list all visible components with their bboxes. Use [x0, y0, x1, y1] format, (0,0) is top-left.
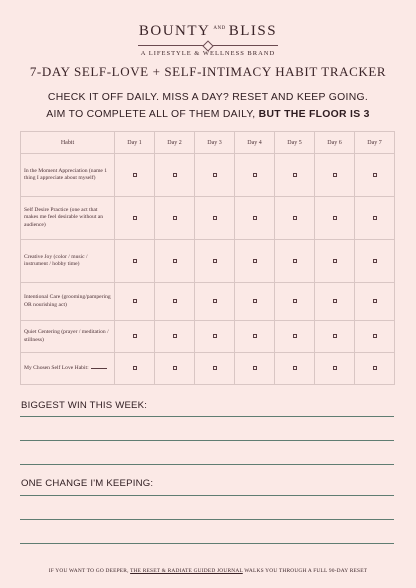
- habit-name: [21, 283, 115, 321]
- checkbox[interactable]: [333, 216, 337, 220]
- table-row: [21, 240, 395, 283]
- day-7-cell: [355, 240, 395, 283]
- brand-name-left: BOUNTY: [138, 23, 211, 39]
- column-header-day-4: Day 4: [235, 132, 275, 154]
- day-6-cell: [315, 353, 355, 385]
- day-2-cell: [155, 154, 195, 197]
- checkbox[interactable]: [333, 173, 337, 177]
- writing-line[interactable]: [20, 464, 394, 465]
- checkbox[interactable]: [253, 259, 257, 263]
- checkbox[interactable]: [293, 259, 297, 263]
- day-3-cell: [195, 240, 235, 283]
- day-1-cell: [115, 240, 155, 283]
- checkbox[interactable]: [173, 334, 177, 338]
- writing-line[interactable]: [20, 416, 394, 417]
- checkbox[interactable]: [173, 299, 177, 303]
- column-header-day-2: Day 2: [155, 132, 195, 154]
- checkbox[interactable]: [213, 299, 217, 303]
- column-header-day-6: Day 6: [315, 132, 355, 154]
- checkbox[interactable]: [253, 216, 257, 220]
- checkbox[interactable]: [373, 334, 377, 338]
- column-header-day-7: Day 7: [355, 132, 395, 154]
- day-3-cell: [195, 353, 235, 385]
- checkbox[interactable]: [293, 216, 297, 220]
- brand-name: [139, 23, 277, 40]
- day-5-cell: [275, 321, 315, 353]
- checkbox[interactable]: [213, 366, 217, 370]
- day-7-cell: [355, 353, 395, 385]
- checkbox[interactable]: [253, 173, 257, 177]
- day-2-cell: [155, 321, 195, 353]
- one-change-heading: ONE CHANGE I'M KEEPING:: [21, 478, 154, 489]
- day-2-cell: [155, 197, 195, 240]
- checkbox[interactable]: [253, 366, 257, 370]
- checkbox[interactable]: [173, 216, 177, 220]
- checkbox[interactable]: [213, 334, 217, 338]
- chosen-habit-blank[interactable]: [91, 368, 107, 369]
- day-7-cell: [355, 197, 395, 240]
- day-3-cell: [195, 283, 235, 321]
- day-7-cell: [355, 283, 395, 321]
- brand-divider: [138, 42, 278, 49]
- day-1-cell: [115, 154, 155, 197]
- habit-label: Creative Joy (color / music / instrument / hobby time): [24, 253, 88, 267]
- day-5-cell: [275, 197, 315, 240]
- checkbox[interactable]: [253, 334, 257, 338]
- checkbox[interactable]: [333, 299, 337, 303]
- footer-text-after: WALKS YOU THROUGH A FULL 90-DAY RESET: [244, 568, 368, 574]
- day-1-cell: [115, 197, 155, 240]
- brand-name-and: AND: [213, 26, 226, 31]
- biggest-win-heading: BIGGEST WIN THIS WEEK:: [21, 400, 148, 411]
- day-3-cell: [195, 321, 235, 353]
- checkbox[interactable]: [173, 173, 177, 177]
- day-3-cell: [195, 197, 235, 240]
- checkbox[interactable]: [213, 259, 217, 263]
- habit-label: In the Moment Appreciation (name 1 thing I appreciate about myself): [24, 167, 108, 181]
- checkbox[interactable]: [133, 173, 137, 177]
- checkbox[interactable]: [133, 259, 137, 263]
- day-7-cell: [355, 154, 395, 197]
- checkbox[interactable]: [213, 216, 217, 220]
- checkbox[interactable]: [293, 299, 297, 303]
- habit-label: My Chosen Self Love Habit:: [24, 364, 89, 371]
- table-row: [21, 321, 395, 353]
- table-row: [21, 353, 395, 385]
- checkbox[interactable]: [373, 366, 377, 370]
- writing-line[interactable]: [20, 495, 394, 496]
- habit-name: [21, 353, 115, 385]
- day-5-cell: [275, 154, 315, 197]
- footer-text-before: IF YOU WANT TO GO DEEPER,: [48, 568, 129, 574]
- day-1-cell: [115, 321, 155, 353]
- checkbox[interactable]: [293, 173, 297, 177]
- day-2-cell: [155, 283, 195, 321]
- day-4-cell: [235, 283, 275, 321]
- day-5-cell: [275, 240, 315, 283]
- day-6-cell: [315, 283, 355, 321]
- subtitle-instructions: CHECK IT OFF DAILY. MISS A DAY? RESET AND KEEP GOING.: [47, 92, 369, 103]
- habit-tracker-table: [20, 131, 395, 385]
- footer-promo: [0, 568, 416, 574]
- subtitle-goal-text: AIM TO COMPLETE ALL OF THEM DAILY,: [46, 109, 256, 120]
- checkbox[interactable]: [373, 173, 377, 177]
- page-title: 7-DAY SELF-LOVE + SELF-INTIMACY HABIT TRACKER: [29, 64, 387, 79]
- table-row: [21, 197, 395, 240]
- checkbox[interactable]: [373, 216, 377, 220]
- writing-line[interactable]: [20, 519, 394, 520]
- checkbox[interactable]: [253, 299, 257, 303]
- table-row: [21, 154, 395, 197]
- day-6-cell: [315, 197, 355, 240]
- day-4-cell: [235, 353, 275, 385]
- day-6-cell: [315, 154, 355, 197]
- day-5-cell: [275, 283, 315, 321]
- column-header-day-1: Day 1: [115, 132, 155, 154]
- checkbox[interactable]: [173, 366, 177, 370]
- day-6-cell: [315, 240, 355, 283]
- column-header-day-3: Day 3: [195, 132, 235, 154]
- checkbox[interactable]: [133, 366, 137, 370]
- checkbox[interactable]: [133, 216, 137, 220]
- writing-line[interactable]: [20, 543, 394, 544]
- habit-label: Intentional Care (grooming/pampering OR nourishing act): [24, 294, 111, 308]
- day-3-cell: [195, 154, 235, 197]
- table-row: [21, 283, 395, 321]
- checkbox[interactable]: [293, 334, 297, 338]
- day-4-cell: [235, 240, 275, 283]
- checkbox[interactable]: [213, 173, 217, 177]
- table-header-row: [21, 132, 395, 154]
- habit-label: Self Desire Practice (one act that makes me feel desirable without an audience): [24, 206, 104, 228]
- habit-name: [21, 240, 115, 283]
- checkbox[interactable]: [333, 334, 337, 338]
- subtitle-goal-emphasis: BUT THE FLOOR IS 3: [258, 109, 370, 120]
- day-1-cell: [115, 353, 155, 385]
- day-1-cell: [115, 283, 155, 321]
- column-header-habit: Habit: [21, 132, 115, 154]
- day-4-cell: [235, 154, 275, 197]
- checkbox[interactable]: [333, 366, 337, 370]
- day-6-cell: [315, 321, 355, 353]
- day-2-cell: [155, 353, 195, 385]
- day-7-cell: [355, 321, 395, 353]
- checkbox[interactable]: [133, 334, 137, 338]
- day-2-cell: [155, 240, 195, 283]
- day-4-cell: [235, 321, 275, 353]
- brand-tagline: A LIFESTYLE & WELLNESS BRAND: [140, 50, 276, 57]
- habit-label: Quiet Centering (prayer / meditation / stillness): [24, 329, 109, 343]
- day-5-cell: [275, 353, 315, 385]
- column-header-day-5: Day 5: [275, 132, 315, 154]
- checkbox[interactable]: [373, 259, 377, 263]
- subtitle-goal: [0, 109, 416, 120]
- day-4-cell: [235, 197, 275, 240]
- writing-line[interactable]: [20, 440, 394, 441]
- journal-link[interactable]: THE RESET & RADIATE GUIDED JOURNAL: [130, 568, 243, 574]
- habit-name: [21, 321, 115, 353]
- checkbox[interactable]: [373, 299, 377, 303]
- checkbox[interactable]: [333, 259, 337, 263]
- checkbox[interactable]: [173, 259, 177, 263]
- checkbox[interactable]: [133, 299, 137, 303]
- habit-name: [21, 197, 115, 240]
- checkbox[interactable]: [293, 366, 297, 370]
- habit-name: [21, 154, 115, 197]
- brand-name-right: BLISS: [228, 23, 278, 39]
- brand-logo: [0, 22, 416, 57]
